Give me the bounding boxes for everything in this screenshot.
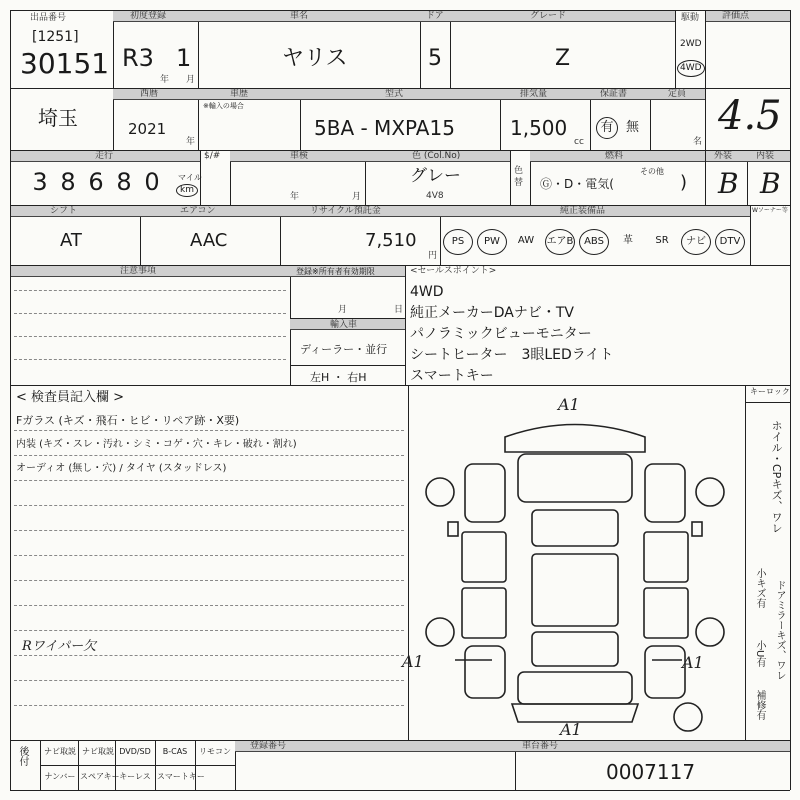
- eval-label: 評価点: [722, 11, 750, 21]
- warranty-no: 無: [626, 120, 640, 135]
- type-label: 型式: [385, 89, 404, 99]
- footer-option: B-CAS: [162, 747, 188, 756]
- warranty-label: 保証書: [600, 89, 628, 99]
- grade-label: グレード: [530, 11, 567, 21]
- recolor-label: 色替: [514, 166, 524, 188]
- drive-4wd: 4WD: [677, 60, 705, 77]
- interior-label: 内装: [756, 151, 775, 161]
- selling-point: パノラミックビューモニター: [410, 326, 592, 342]
- inspection-label: 車検: [290, 151, 309, 161]
- reserve-label: Wソーナー等: [752, 207, 788, 214]
- chassis-label: 車台番号: [522, 741, 559, 751]
- damage-mark-left: A1: [402, 652, 424, 671]
- inspector-title: < 検査員記入欄 >: [16, 390, 125, 405]
- chassis-number: 0007117: [606, 760, 696, 784]
- reg-no-label: 登録番号: [250, 741, 287, 751]
- cc-unit: cc: [574, 137, 584, 147]
- prefecture: 埼玉: [38, 106, 78, 130]
- inspector-line-interior: 内装 (キズ・スレ・汚れ・シミ・コゲ・穴・キレ・破れ・割れ): [16, 439, 297, 450]
- inspection-month-unit: 月: [352, 192, 362, 202]
- handwritten-note: Rワイパー欠: [22, 639, 97, 654]
- inspector-line-audio: オーディオ (無し・穴) / タイヤ (スタッドレス): [16, 463, 227, 474]
- footer-option: ナビ取説: [82, 747, 114, 756]
- mileage-digit: 6: [88, 168, 104, 196]
- history-sub: ※輸入の場合: [203, 102, 244, 110]
- fuel-options: Ⓖ・D・電気(: [540, 177, 614, 191]
- mileage-digit: 3: [32, 168, 48, 196]
- fuel-close: ): [680, 172, 688, 193]
- air-conditioning: AAC: [190, 230, 228, 251]
- displacement: 1,500: [510, 116, 568, 140]
- equipment-item: PS: [443, 229, 473, 255]
- footer-option: リモコン: [199, 747, 231, 756]
- year-unit: 年: [160, 75, 170, 85]
- reg-year: 2021: [128, 120, 167, 138]
- footer-option: ナビ取説: [44, 747, 76, 756]
- footer-option: スマートキー: [157, 772, 205, 781]
- exterior-grade: B: [718, 167, 739, 200]
- selling-label: <セールスポイント>: [410, 266, 497, 276]
- km-label: $/#: [204, 151, 221, 161]
- mileage-digit: 8: [60, 168, 76, 196]
- mileage-digit: 0: [144, 168, 160, 196]
- car-name: ヤリス: [282, 46, 348, 71]
- damage-mark-front: A1: [558, 395, 580, 414]
- exhibit-label: 出品番号: [30, 13, 67, 23]
- equipment-item: 革: [623, 235, 633, 246]
- capacity-unit: 名: [693, 137, 703, 147]
- shift-label: シフト: [50, 206, 78, 216]
- inspection-year-unit: 年: [290, 192, 300, 202]
- cc-label: 排気量: [520, 89, 548, 99]
- reg-expiry-label: 登録※所有者有効期限: [296, 267, 375, 276]
- color-name: グレー: [410, 166, 461, 186]
- legend-repair: 補修有: [754, 690, 765, 720]
- recycle-fee: 7,510: [365, 230, 417, 251]
- capacity-label: 定員: [668, 89, 687, 99]
- equipment-item: エアB: [545, 229, 575, 255]
- interior-grade: B: [760, 167, 781, 200]
- score: 4.5: [718, 93, 782, 139]
- footer-option: キーレス: [119, 772, 151, 781]
- ac-label: エアコン: [180, 206, 216, 216]
- damage-mark-right: A1: [682, 653, 704, 672]
- caution-label: 注意事項: [120, 266, 157, 276]
- dealer-parallel: ディーラー・並行: [300, 343, 388, 356]
- footer-option: ナンバー: [44, 772, 76, 781]
- selling-point: 4WD: [410, 284, 444, 300]
- equipment-item: AW: [517, 235, 535, 246]
- year-unit-2: 年: [186, 137, 196, 147]
- history-label: 車歴: [230, 89, 249, 99]
- unit-km: km: [176, 184, 198, 197]
- reg-month: 1: [176, 44, 192, 72]
- footer-option: DVD/SD: [119, 747, 151, 756]
- equipment-item: SR: [655, 235, 669, 246]
- year-label: 西暦: [140, 89, 159, 99]
- expiry-month: 月: [338, 305, 348, 315]
- door-label: ドア: [426, 11, 444, 21]
- doors: 5: [428, 46, 442, 71]
- color-number: 4V8: [426, 191, 444, 201]
- drive-2wd: 2WD: [680, 39, 702, 49]
- lot-code: [1251]: [32, 29, 79, 45]
- legend-mirror: ドアミラーキズ、ワレ: [774, 580, 785, 680]
- footer-option: スペアキー: [80, 772, 120, 781]
- equipment-item: ナビ: [681, 229, 711, 255]
- recycle-unit: 円: [428, 251, 438, 261]
- lot-number: 30151: [20, 47, 110, 80]
- car-damage-diagram: [402, 392, 730, 739]
- legend-wheel-small: 小キズ有: [754, 568, 765, 608]
- model-code: 5BA - MXPA15: [314, 116, 455, 140]
- equipment-item: PW: [477, 229, 507, 255]
- legend-wheel: ホイル・CPキズ、ワレ: [770, 420, 784, 534]
- recycle-label: リサイクル預託金: [310, 206, 381, 216]
- after-label: 後付: [17, 746, 28, 766]
- handle-side: 左H ・ 右H: [310, 371, 367, 384]
- grade: Z: [555, 46, 571, 71]
- drive-label: 駆動: [681, 13, 700, 23]
- unit-mile: マイル: [178, 173, 202, 182]
- expiry-day: 日: [394, 305, 404, 315]
- shift: AT: [60, 230, 82, 251]
- import-label: 輸入車: [330, 320, 358, 330]
- fuel-other: その他: [640, 167, 664, 176]
- fuel-label: 燃料: [605, 151, 624, 161]
- equipment-item: DTV: [715, 229, 745, 255]
- selling-point: スマートキー: [410, 368, 494, 384]
- exterior-label: 外装: [714, 151, 733, 161]
- car-name-label: 車名: [290, 11, 309, 21]
- equipment-label: 純正装備品: [560, 206, 606, 216]
- color-label: 色 (Col.No): [412, 151, 461, 161]
- inspector-line-glass: Fガラス (キズ・飛石・ヒビ・リペア跡・X要): [16, 414, 240, 427]
- reg-era: R3: [122, 44, 154, 72]
- selling-point: 純正メーカーDAナビ・TV: [410, 305, 574, 321]
- first-reg-label: 初度登録: [130, 11, 167, 21]
- mileage-label: 走行: [95, 151, 114, 161]
- equipment-item: ABS: [579, 229, 609, 255]
- month-unit: 月: [186, 75, 196, 85]
- mileage-digit: 8: [116, 168, 132, 196]
- damage-mark-rear: A1: [560, 720, 582, 739]
- legend-mirror-small: 小U有: [754, 640, 765, 668]
- warranty-yes: 有: [596, 117, 618, 139]
- keylock-label: キーロック: [750, 387, 790, 396]
- selling-point: シートヒーター 3眼LEDライト: [410, 347, 614, 363]
